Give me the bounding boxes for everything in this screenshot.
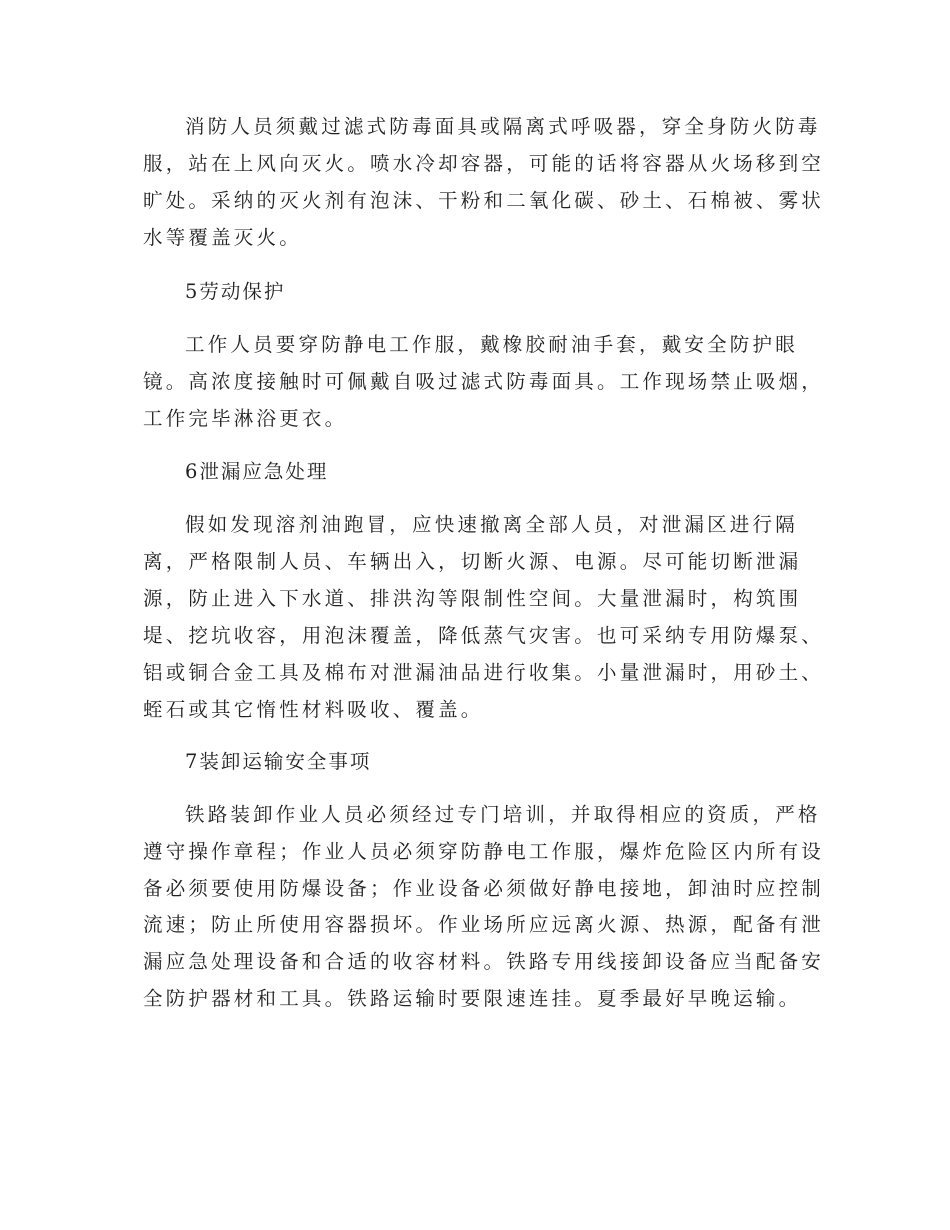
text-line: 工作人员要穿防静电工作服，戴橡胶耐油手套，戴安全防护眼 [185, 333, 798, 356]
text-line: 全防护器材和工具。铁路运输时要限速连挂。夏季最好早晚运输。 [143, 987, 802, 1010]
text-line: 源，防止进入下水道、排洪沟等限制性空间。大量泄漏时，构筑围 [143, 587, 802, 610]
text-line: 备必须要使用防爆设备；作业设备必须做好静电接地，卸油时应控制 [143, 877, 825, 900]
text-line: 假如发现溶剂油跑冒，应快速撤离全部人员，对泄漏区进行隔 [185, 513, 798, 536]
text-line: 遵守操作章程；作业人员必须穿防静电工作服，爆炸危险区内所有设 [143, 840, 825, 863]
text-line: 漏应急处理设备和合适的收容材料。铁路专用线接卸设备应当配备安 [143, 950, 825, 973]
text-line: 旷处。采纳的灭火剂有泡沫、干粉和二氧化碳、砂土、石棉被、雾状 [143, 189, 825, 212]
section-heading-loading-transport: 7装卸运输安全事项 [185, 750, 372, 773]
text-line: 铁路装卸作业人员必须经过专门培训，并取得相应的资质，严格 [185, 803, 821, 826]
text-line: 消防人员须戴过滤式防毒面具或隔离式呼吸器，穿全身防火防毒 [185, 115, 821, 138]
text-line: 离，严格限制人员、车辆出入，切断火源、电源。尽可能切断泄漏 [143, 550, 802, 573]
text-line: 流速；防止所使用容器损坏。作业场所应远离火源、热源，配备有泄 [143, 913, 825, 936]
text-line: 铝或铜合金工具及棉布对泄漏油品进行收集。小量泄漏时，用砂土、 [143, 661, 825, 684]
text-line: 水等覆盖灭火。 [143, 226, 302, 249]
text-line: 工作完毕淋浴更衣。 [143, 407, 348, 430]
section-heading-leak-emergency: 6泄漏应急处理 [185, 460, 329, 483]
text-line: 蛭石或其它惰性材料吸收、覆盖。 [143, 698, 484, 721]
text-line: 堤、挖坑收容，用泡沫覆盖，降低蒸气灾害。也可采纳专用防爆泵、 [143, 624, 825, 647]
text-line: 服，站在上风向灭火。喷水冷却容器，可能的话将容器从火场移到空 [143, 152, 825, 175]
section-heading-labor-protection: 5劳动保护 [185, 280, 286, 303]
text-line: 镜。高浓度接触时可佩戴自吸过滤式防毒面具。工作现场禁止吸烟， [143, 370, 825, 393]
